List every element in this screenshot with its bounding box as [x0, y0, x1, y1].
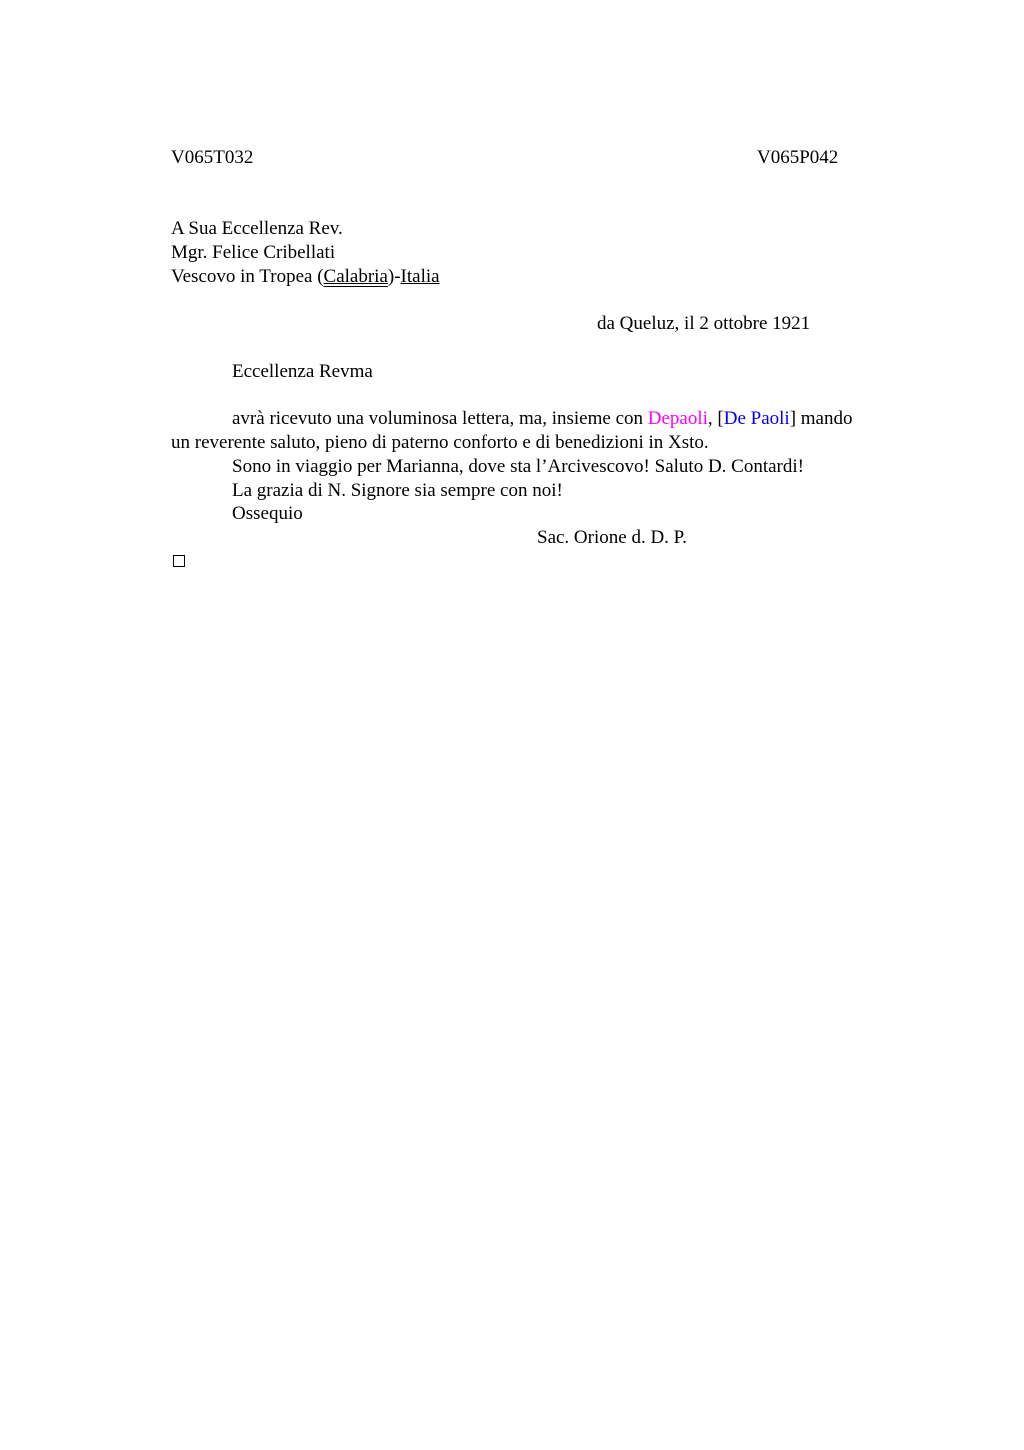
- document-code-right: V065P042: [757, 147, 839, 168]
- name-corrected: De Paoli: [723, 408, 790, 429]
- address-line-2: Mgr. Felice Cribellati: [171, 242, 336, 263]
- body-paragraph-4: Ossequio: [232, 503, 303, 524]
- body-text: ] mando: [789, 408, 853, 429]
- body-paragraph-3: La grazia di N. Signore sia sempre con noi!: [232, 480, 563, 501]
- body-text: avrà ricevuto una voluminosa lettera, ma, insieme con: [232, 408, 648, 429]
- empty-square-marker: [173, 555, 185, 567]
- address-line-1: A Sua Eccellenza Rev.: [171, 218, 343, 239]
- address-country: Italia: [400, 266, 440, 287]
- body-paragraph-1-line-2: un reverente saluto, pieno di paterno conforto e di benedizioni in Xsto.: [171, 432, 709, 453]
- address-region: Calabria: [323, 266, 388, 287]
- dateline: da Queluz, il 2 ottobre 1921: [597, 313, 811, 334]
- address-city: Vescovo in Tropea (: [171, 266, 324, 287]
- body-text: , [: [707, 408, 724, 429]
- body-paragraph-2: Sono in viaggio per Marianna, dove sta l’Arcivescovo! Saluto D. Contardi!: [232, 456, 804, 477]
- address-separator: )-: [387, 266, 401, 287]
- document-code-left: V065T032: [171, 147, 254, 168]
- signature: Sac. Orione d. D. P.: [537, 527, 687, 548]
- address-line-3: [171, 265, 440, 289]
- body-paragraph-1-line-1: [232, 407, 853, 431]
- name-original: Depaoli: [647, 408, 708, 429]
- salutation: Eccellenza Revma: [232, 361, 373, 382]
